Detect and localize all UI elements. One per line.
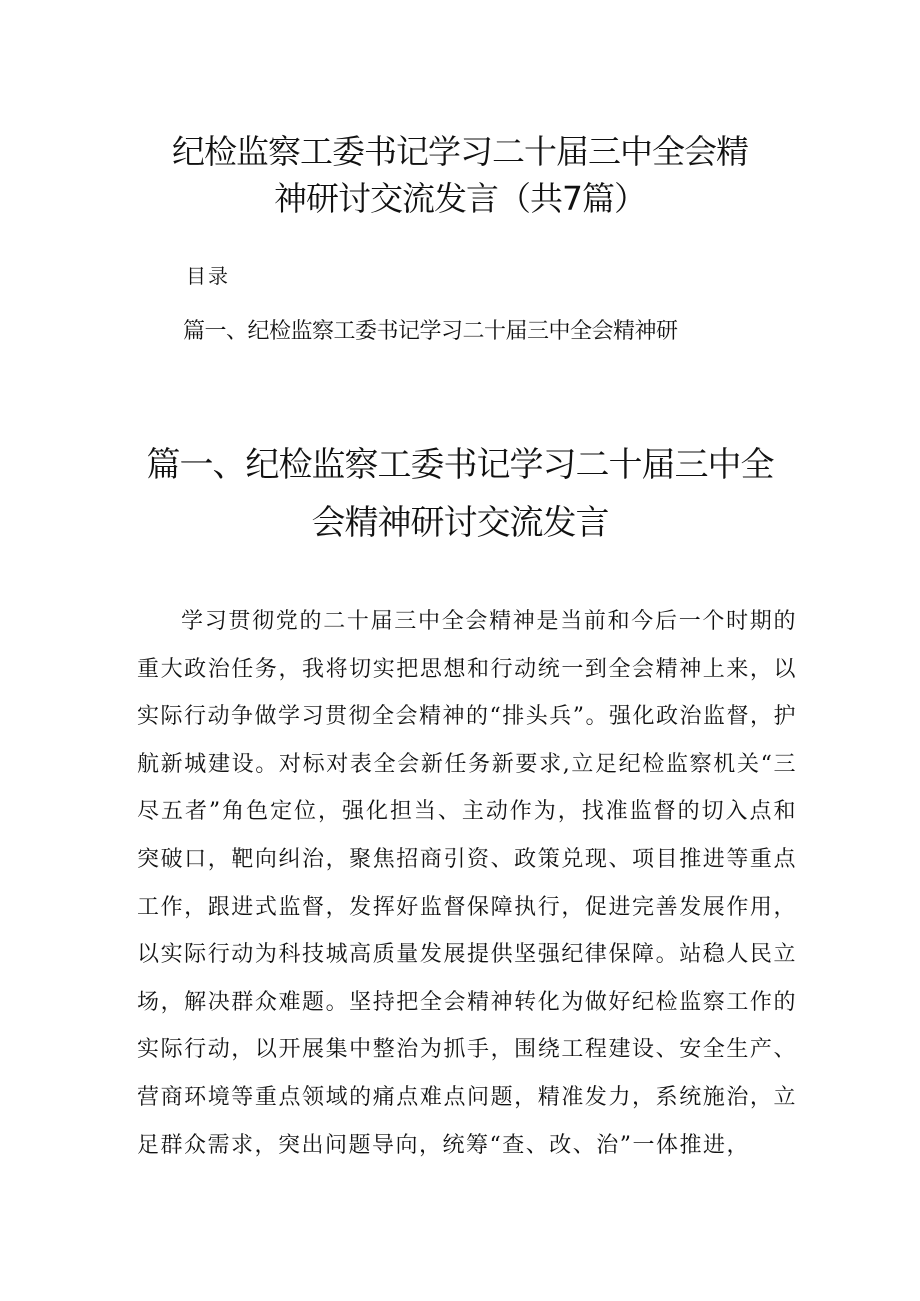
section-title	[100, 436, 820, 552]
document-title-line-1: 纪检监察工委书记学习二十届三中全会精	[172, 132, 748, 171]
document-title	[100, 128, 820, 222]
toc-item-1: 篇一、纪检监察工委书记学习二十届三中全会精神研	[183, 319, 678, 344]
toc-heading: 目录	[186, 264, 230, 288]
section-title-line-2: 会精神研讨交流发言	[311, 503, 609, 543]
document-title-line-2: 神研讨交流发言（共7篇）	[274, 179, 646, 218]
section-title-line-1: 篇一、纪检监察工委书记学习二十届三中全	[146, 445, 774, 485]
body-paragraph: 学习贯彻党的二十届三中全会精神是当前和今后一个时期的重大政治任务，我将切实把思想和行动统一到全会精神上来，以实际行动争做学习贯彻全会精神的“排头兵”。强化政治监督，护航新城建设。对标对表全会新任务新要求,立足纪检监察机关“三尽五者”角色定位，强化担当、主动作为，找准监督的切入点和突破口，靶向纠治，聚焦招商引资、政策兑现、项目推进等重点工作，跟进式监督，发挥好监督保障执行，促进完善发展作用，以实际行动为科技城高质量发展提供坚强纪律保障。站稳人民立场，解决群众难题。坚持把全会精神转化为做好纪检监察工作的实际行动，以开展集中整治为抓手，围绕工程建设、安全生产、营商环境等重点领域的痛点难点问题，精准发力，系统施治，立足群众需求，突出问题导向，统筹“查、改、治”一体推进，	[137, 609, 797, 1158]
